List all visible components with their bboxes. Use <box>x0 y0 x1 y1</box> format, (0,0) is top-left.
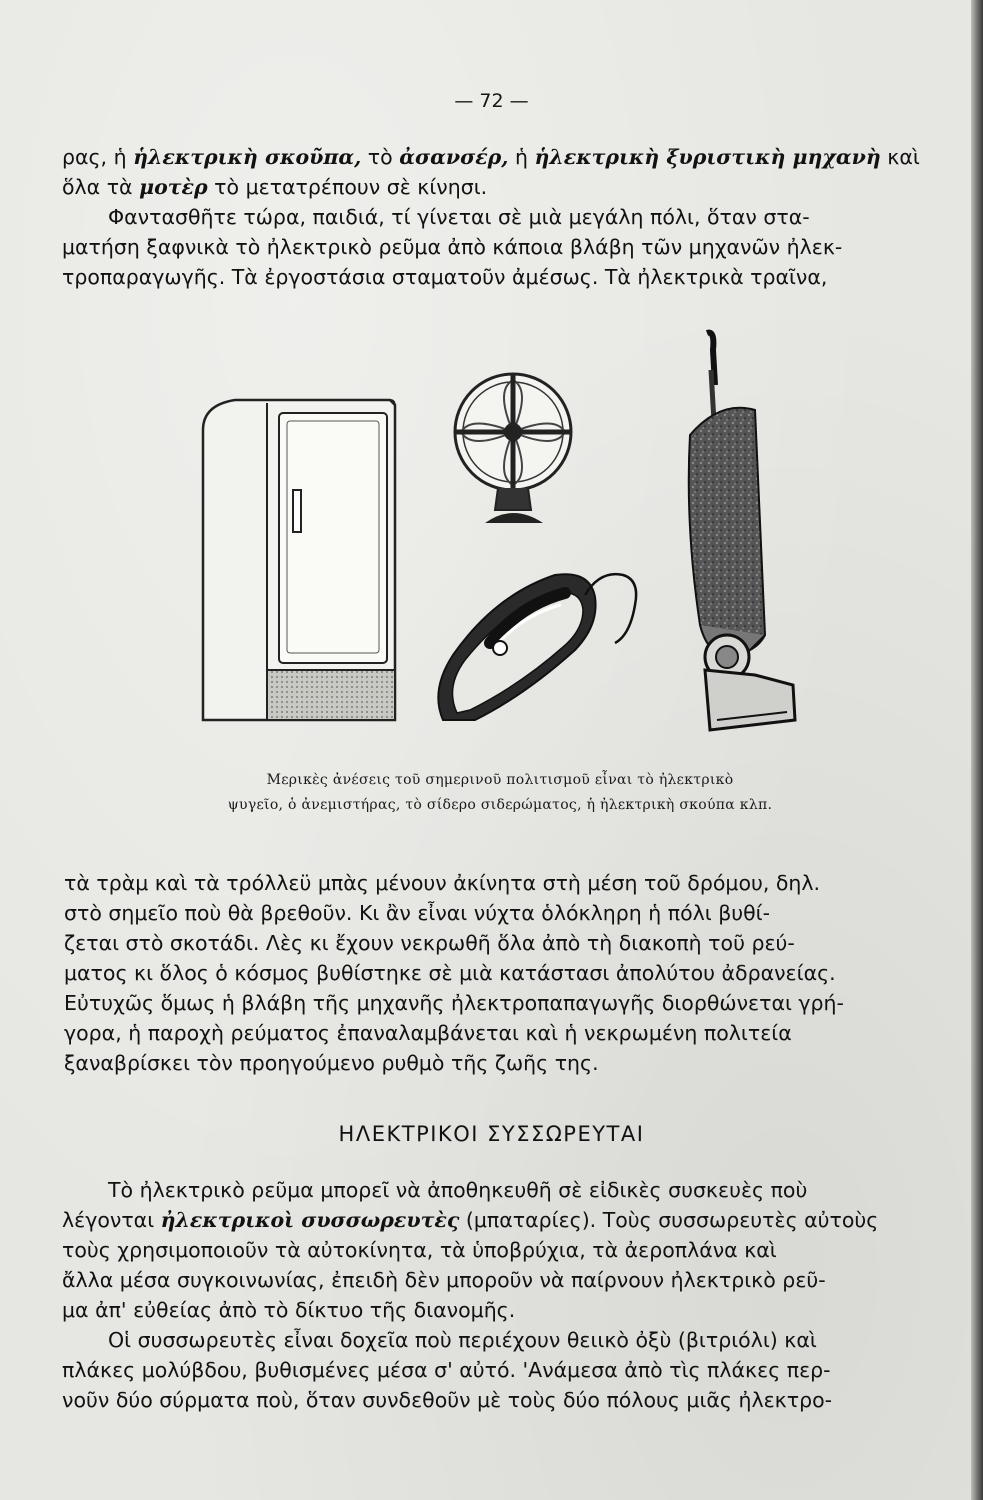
text-run: ἡ <box>508 145 535 169</box>
text-line: γορα, ἡ παροχὴ ρεύματος ἐπαναλαμβάνεται καὶ ἡ νεκρωμένη πολιτεία <box>64 1021 792 1045</box>
text-line: Τὸ ἠλεκτρικὸ ρεῦμα μπορεῖ νὰ ἀποθηκευθῆ σὲ εἰδικὲς συσκευὲς ποὺ <box>108 1178 808 1202</box>
emphasis-text: μοτὲρ <box>139 175 208 199</box>
text-run: (μπαταρίες). Τοὺς συσσωρευτὲς αὐτοὺς <box>459 1208 879 1232</box>
text-line <box>62 172 932 202</box>
text-run: τὸ μετατρέπουν σὲ κίνησι. <box>207 175 488 199</box>
text-line: τὰ τρὰμ καὶ τὰ τρόλλεϋ μπὰς μένουν ἀκίνητα στὴ μέση τοῦ δρόμου, δηλ. <box>64 871 821 895</box>
text-run: λέγονται <box>62 1208 161 1232</box>
caption-line: ψυγεῖο, ὁ ἀνεμιστήρας, τὸ σίδερο σιδερώματος, ἡ ἠλεκτρικὴ σκούπα κλπ. <box>227 797 773 813</box>
text-line: Οἱ συσσωρευτὲς εἶναι δοχεῖα ποὺ περιέχουν θειικὸ ὀξὺ (βιτριόλι) καὶ <box>108 1328 817 1352</box>
text-line <box>62 1205 932 1235</box>
page-edge-shadow <box>971 0 983 1500</box>
text-line: ματήση ξαφνικὰ τὸ ἠλεκτρικὸ ρεῦμα ἀπὸ κάποια βλάβη τῶν μηχανῶν ἠλεκ- <box>62 235 843 259</box>
text-run: ρας, ἡ <box>62 145 134 169</box>
text-line: τοὺς χρησιμοποιοῦν τὰ αὐτοκίνητα, τὰ ὑποβρύχια, τὰ ἀεροπλάνα καὶ <box>62 1238 777 1262</box>
paragraph-middle <box>64 868 934 1078</box>
text-line: ζεται στὸ σκοτάδι. Λὲς κι ἔχουν νεκρωθῆ ὅλα ἀπὸ τὴ διακοπὴ τοῦ ρεύ- <box>64 931 795 955</box>
text-line: ἄλλα μέσα συγκοινωνίας, ἐπειδὴ δὲν μποροῦν νὰ παίρνουν ἠλεκτρικὸ ρεῦ- <box>62 1268 826 1292</box>
emphasis-text: ἠλεκτρικοὶ συσσωρευτὲς <box>160 1208 460 1232</box>
section-title: ΗΛΕΚΤΡΙΚΟΙ ΣΥΣΣΩΡΕΥΤΑΙ <box>338 1122 645 1146</box>
clothes-iron-drawing <box>438 574 636 720</box>
text-line: ματος κι ὅλος ὁ κόσμος βυθίστηκε σὲ μιὰ κατάστασι ἀπολύτου ἀδρανείας. <box>64 961 836 985</box>
emphasis-text: ἀσανσέρ, <box>399 145 509 169</box>
text-run: ὅλα τὰ <box>62 175 140 199</box>
text-line: ξαναβρίσκει τὸν προηγούμενο ρυθμὸ τῆς ζωῆς της. <box>64 1051 599 1075</box>
paragraph-bottom <box>62 1175 932 1415</box>
text-line: Φαντασθῆτε τώρα, παιδιά, τί γίνεται σὲ μιὰ μεγάλη πόλι, ὅταν στα- <box>108 205 810 229</box>
vacuum-cleaner-drawing <box>689 333 795 730</box>
text-line: πλάκες μολύβδου, βυθισμένες μέσα σ' αὐτό. 'Ανάμεσα ἀπὸ τὶς πλάκες περ- <box>62 1358 831 1382</box>
refrigerator-drawing <box>203 400 395 720</box>
figure-caption <box>150 768 850 818</box>
emphasis-text: ἡλεκτρικὴ ξυριστικὴ μηχανὴ <box>534 145 881 169</box>
caption-line: Μερικὲς ἀνέσεις τοῦ σημερινοῦ πολιτισμοῦ εἶναι τὸ ἠλεκτρικὸ <box>266 772 734 788</box>
text-line: Εὐτυχῶς ὅμως ἡ βλάβη τῆς μηχανῆς ἠλεκτροπαπαγωγῆς διορθώνεται γρή- <box>64 991 844 1015</box>
text-line: νοῦν δύο σύρματα ποὺ, ὅταν συνδεθοῦν μὲ τοὺς δύο πόλους μιᾶς ἠλεκτρο- <box>62 1388 833 1412</box>
text-line <box>62 142 932 172</box>
text-line: τροπαραγωγῆς. Τὰ ἐργοστάσια σταματοῦν ἀμέσως. Τὰ ἠλεκτρικὰ τραῖνα, <box>62 265 828 289</box>
electric-fan-drawing <box>455 374 571 523</box>
text-line: μα ἀπ' εὐθείας ἀπὸ τὸ δίκτυο τῆς διανομῆς. <box>62 1298 516 1322</box>
page-number: — 72 — <box>454 90 529 112</box>
text-run: καὶ <box>880 145 920 169</box>
appliances-illustration <box>195 325 805 755</box>
emphasis-text: ἡλεκτρικὴ σκοῦπα, <box>133 145 362 169</box>
text-line: στὸ σημεῖο ποὺ θὰ βρεθοῦν. Κι ἂν εἶναι νύχτα ὁλόκληρη ἡ πόλι βυθί- <box>64 901 771 925</box>
text-run: τὸ <box>361 145 400 169</box>
paragraph-top <box>62 142 932 292</box>
